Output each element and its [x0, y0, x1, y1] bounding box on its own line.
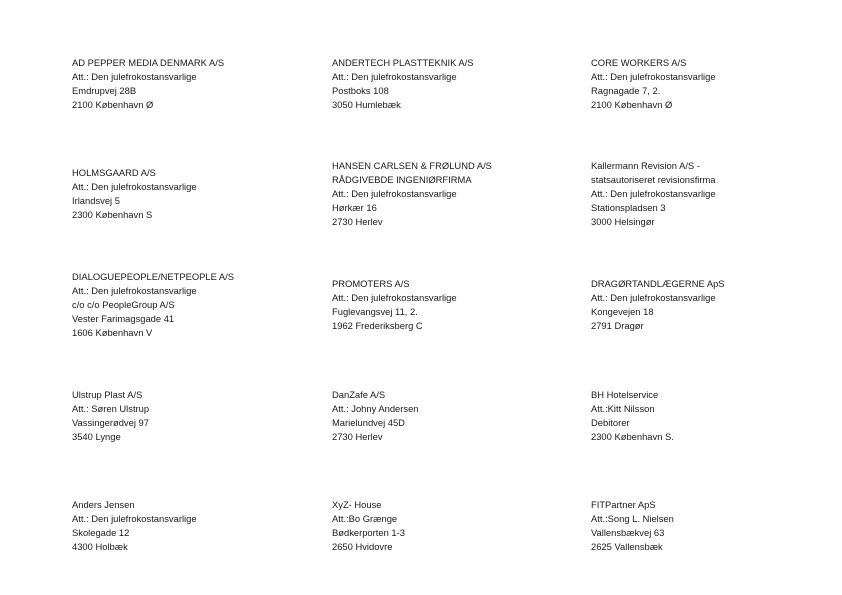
attention-line: Att.: Johny Andersen — [332, 403, 419, 414]
address-label — [591, 498, 674, 554]
department-line: Debitorer — [591, 417, 630, 428]
postal-city: 4300 Holbæk — [72, 541, 128, 552]
postal-city: 1606 København V — [72, 327, 153, 338]
attention-line: Att.: Den julefrokostansvarlige — [72, 513, 197, 524]
street-address: Irlandsvej 5 — [72, 195, 120, 206]
address-label — [332, 159, 492, 229]
address-label — [591, 388, 674, 444]
company-name-line-2: RÅDGIVEBDE INGENIØRFIRMA — [332, 174, 472, 185]
postal-city: 3000 Helsingør — [591, 216, 655, 227]
company-name: BH Hotelservice — [591, 389, 659, 400]
street-address: Marielundvej 45D — [332, 417, 405, 428]
attention-line: Att.: Den julefrokostansvarlige — [332, 292, 457, 303]
postal-city: 2650 Hvidovre — [332, 541, 393, 552]
postal-city: 2300 København S — [72, 209, 153, 220]
company-name: Anders Jensen — [72, 499, 135, 510]
attention-line: Att.:Kitt Nilsson — [591, 403, 655, 414]
address-label — [332, 277, 457, 333]
address-label — [591, 56, 716, 112]
company-name: HOLMSGAARD A/S — [72, 167, 156, 178]
attention-line: Att.: Den julefrokostansvarlige — [332, 71, 457, 82]
address-label — [332, 388, 419, 444]
postal-city: 2730 Herlev — [332, 431, 383, 442]
postal-city: 2300 København S. — [591, 431, 674, 442]
attention-line: Att.:Bo Grænge — [332, 513, 398, 524]
street-address: Bødkerporten 1-3 — [332, 527, 405, 538]
street-address: Stationspladsen 3 — [591, 202, 666, 213]
postal-city: 2791 Dragør — [591, 320, 644, 331]
street-address: Ragnagade 7, 2. — [591, 85, 661, 96]
address-label — [72, 166, 197, 222]
postal-city: 2625 Vallensbæk — [591, 541, 663, 552]
company-name: ANDERTECH PLASTTEKNIK A/S — [332, 57, 474, 68]
street-address: Postboks 108 — [332, 85, 389, 96]
attention-line: Att.: Den julefrokostansvarlige — [332, 188, 457, 199]
postal-city: 2100 København Ø — [591, 99, 673, 110]
street-address: Fuglevangsvej 11, 2. — [332, 306, 418, 317]
street-address: Vassingerødvej 97 — [72, 417, 149, 428]
street-address: Skolegade 12 — [72, 527, 130, 538]
address-label — [591, 159, 716, 229]
attention-line: Att.: Den julefrokostansvarlige — [591, 292, 716, 303]
company-name: XyZ- House — [332, 499, 382, 510]
attention-line: Att.: Den julefrokostansvarlige — [72, 181, 197, 192]
company-name: CORE WORKERS A/S — [591, 57, 687, 68]
company-name: Kallermann Revision A/S - — [591, 160, 700, 171]
address-label — [72, 388, 149, 444]
address-label — [72, 498, 197, 554]
company-name: HANSEN CARLSEN & FRØLUND A/S — [332, 160, 492, 171]
company-name: AD PEPPER MEDIA DENMARK A/S — [72, 57, 225, 68]
postal-city: 2100 København Ø — [72, 99, 154, 110]
attention-line: Att.: Den julefrokostansvarlige — [591, 188, 716, 199]
company-name: DIALOGUEPEOPLE/NETPEOPLE A/S — [72, 271, 235, 282]
street-address: Emdrupvej 28B — [72, 85, 137, 96]
attention-line: Att.: Den julefrokostansvarlige — [72, 71, 197, 82]
street-address: Hørkær 16 — [332, 202, 377, 213]
address-label — [332, 56, 474, 112]
street-address: Vester Farimagsgade 41 — [72, 313, 175, 324]
company-name: DanZafe A/S — [332, 389, 386, 400]
postal-city: 3050 Humlebæk — [332, 99, 401, 110]
company-name-line-2: statsautoriseret revisionsfirma — [591, 174, 716, 185]
company-name: FITPartner ApS — [591, 499, 656, 510]
address-label — [72, 56, 224, 112]
attention-line: Att.: Den julefrokostansvarlige — [591, 71, 716, 82]
postal-city: 2730 Herlev — [332, 216, 383, 227]
postal-city: 1962 Frederiksberg C — [332, 320, 423, 331]
company-name: DRAGØRTANDLÆGERNE ApS — [591, 278, 725, 289]
attention-line: Att.: Den julefrokostansvarlige — [72, 285, 197, 296]
company-name: Ulstrup Plast A/S — [72, 389, 143, 400]
address-label — [72, 270, 234, 340]
attention-line: Att.: Søren Ulstrup — [72, 403, 150, 414]
company-name: PROMOTERS A/S — [332, 278, 410, 289]
postal-city: 3540 Lynge — [72, 431, 121, 442]
attention-line: Att.:Song L. Nielsen — [591, 513, 674, 524]
street-address: Vallensbækvej 63 — [591, 527, 665, 538]
address-label — [591, 277, 725, 333]
street-address: Kongevejen 18 — [591, 306, 654, 317]
address-label — [332, 498, 405, 554]
care-of-line: c/o c/o PeopleGroup A/S — [72, 299, 175, 310]
